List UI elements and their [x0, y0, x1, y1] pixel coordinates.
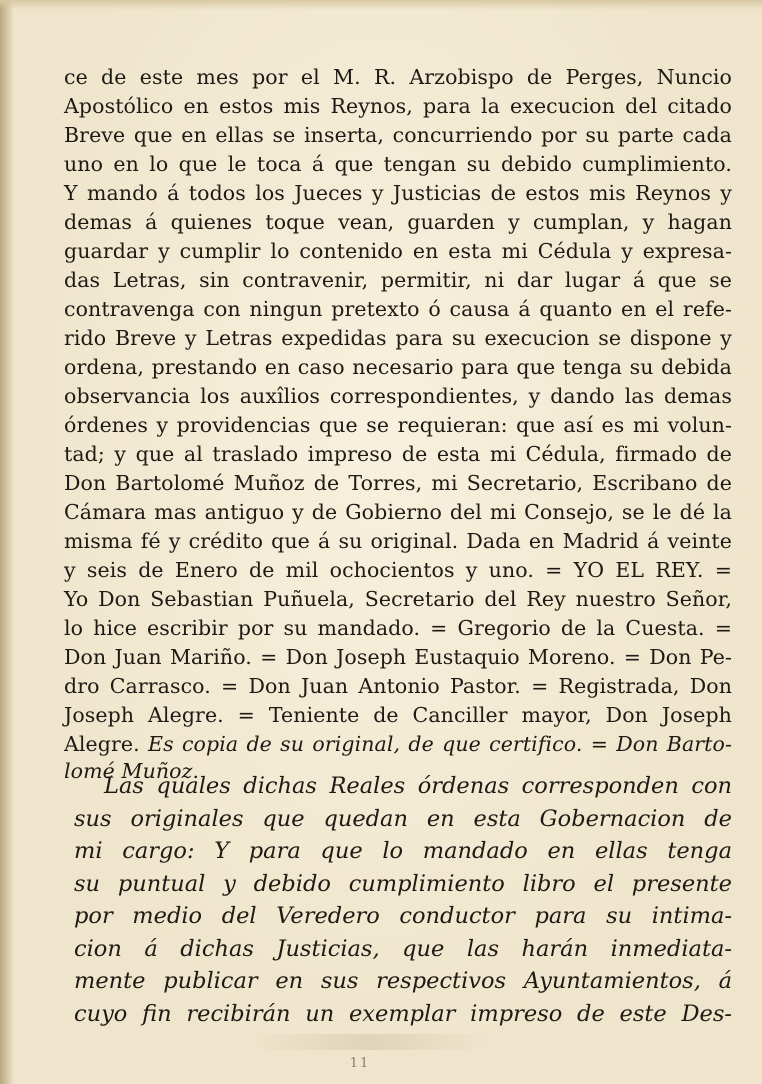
show-through-smudge — [250, 1034, 490, 1050]
text-line: Don Bartolomé Muñoz de Torres, mi Secretario, Escribano de — [64, 471, 732, 495]
text-line: Cámara mas antiguo y de Gobierno del mi Consejo, se le dé la — [64, 500, 732, 524]
italic-fragment: lomé Muñoz. — [64, 759, 200, 783]
page-top-shadow — [0, 0, 762, 10]
italic-line: sus originales que quedan en esta Gobernacion de — [74, 805, 732, 832]
text-line: contravenga con ningun pretexto ó causa á quanto en el refe- — [64, 297, 732, 321]
text-line: Don Juan Mariño. = Don Joseph Eustaquio Moreno. = Don Pe- — [64, 645, 732, 669]
italic-line: por medio del Veredero conductor para su intima- — [74, 903, 732, 929]
text-line: misma fé y crédito que á su original. Dada en Madrid á veinte — [64, 529, 732, 553]
text-line: ce de este mes por el M. R. Arzobispo de Perges, Nuncio — [64, 65, 732, 89]
text-line: Breve que en ellas se inserta, concurriendo por su parte cada — [64, 123, 732, 147]
page-number: 11 — [349, 1056, 371, 1071]
text-line: rido Breve y Letras expedidas para su execucion se dispone y — [64, 326, 732, 350]
text-line: lo hice escribir por su mandado. = Gregorio de la Cuesta. = — [64, 616, 732, 640]
text-line: tad; y que al traslado impreso de esta mi Cédula, firmado de — [64, 442, 732, 466]
mixed-text-line — [64, 730, 732, 759]
roman-text-block — [64, 63, 732, 783]
text-line: Joseph Alegre. = Teniente de Canciller mayor, Don Joseph — [64, 703, 732, 727]
text-line: y seis de Enero de mil ochocientos y uno. = YO EL REY. = — [64, 558, 732, 582]
text-line: guardar y cumplir lo contenido en esta mi Cédula y expresa- — [64, 239, 732, 263]
text-line: ordena, prestando en caso necesario para que tenga su debida — [64, 355, 732, 379]
text-line: Y mando á todos los Jueces y Justicias de estos mis Reynos y — [64, 181, 732, 205]
text-line: Apostólico en estos mis Reynos, para la execucion del citado — [64, 94, 732, 118]
italic-line: su puntual y debido cumplimiento libro el presente — [74, 870, 732, 897]
italic-line: cion á dichas Justicias, que las harán inmediata- — [74, 935, 732, 962]
roman-fragment: Alegre. — [64, 732, 140, 756]
text-line: demas á quienes toque vean, guarden y cumplan, y hagan — [64, 210, 732, 234]
italic-fragment: Es copia de su original, de que certifico. = Don Barto- — [148, 732, 732, 756]
text-line: órdenes y providencias que se requieran: que así es mi volun- — [64, 413, 732, 437]
text-line: uno en lo que le toca á que tengan su debido cumplimiento. — [64, 152, 732, 176]
text-line: das Letras, sin contravenir, permitir, ni dar lugar á que se — [64, 268, 732, 292]
text-line: observancia los auxîlios correspondientes, y dando las demas — [64, 384, 732, 408]
text-line: dro Carrasco. = Don Juan Antonio Pastor. = Registrada, Don — [64, 674, 732, 698]
italic-line: mi cargo: Y para que lo mandado en ellas tenga — [74, 838, 732, 864]
italic-line: mente publicar en sus respectivos Ayuntamientos, á — [74, 968, 732, 994]
text-line: Yo Don Sebastian Puñuela, Secretario del Rey nuestro Señor, — [64, 587, 732, 611]
page-edge-shadow — [0, 0, 14, 1084]
italic-line: Las quales dichas Reales órdenas corresponden con — [104, 773, 732, 799]
italic-line: cuyo fin recibirán un exemplar impreso de este Des- — [74, 1000, 732, 1027]
italic-paragraph — [74, 770, 732, 1030]
